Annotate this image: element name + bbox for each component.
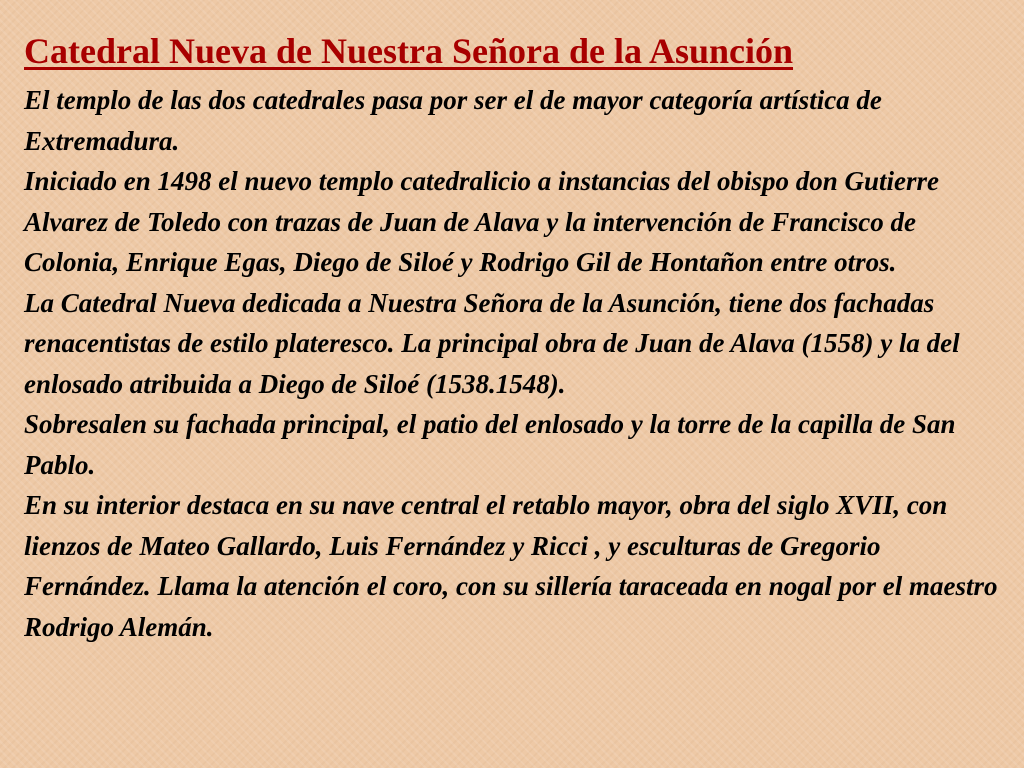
paragraph-intro: El templo de las dos catedrales pasa por ser el de mayor categoría artística de Extremadura. (24, 85, 882, 156)
paragraph-interior: En su interior destaca en su nave central el retablo mayor, obra del siglo XVII, con lienzos de Mateo Gallardo, Luis Fernández y Ricci , y esculturas de Gregorio Fernández. Llama la atención el coro, con su sillería taraceada en nogal por el maestro Rodrigo Alemán. (24, 490, 998, 642)
paragraph-facades: La Catedral Nueva dedicada a Nuestra Señora de la Asunción, tiene dos fachadas renacentistas de estilo plateresco. La principal obra de Juan de Alava (1558) y la del enlosado atribuida a Diego de Siloé (1538.1548). (24, 287, 960, 399)
slide (24, 30, 1004, 647)
slide-title: Catedral Nueva de Nuestra Señora de la Asunción (24, 31, 794, 71)
slide-body (24, 80, 1004, 647)
paragraph-history: Iniciado en 1498 el nuevo templo catedralicio a instancias del obispo don Gutierre Alvarez de Toledo con trazas de Juan de Alava y la intervención de Francisco de Colonia, Enrique Egas, Diego de Siloé y Rodrigo Gil de Hontañon entre otros. (24, 166, 939, 277)
paragraph-highlights: Sobresalen su fachada principal, el patio del enlosado y la torre de la capilla de San Pablo. (24, 409, 956, 480)
